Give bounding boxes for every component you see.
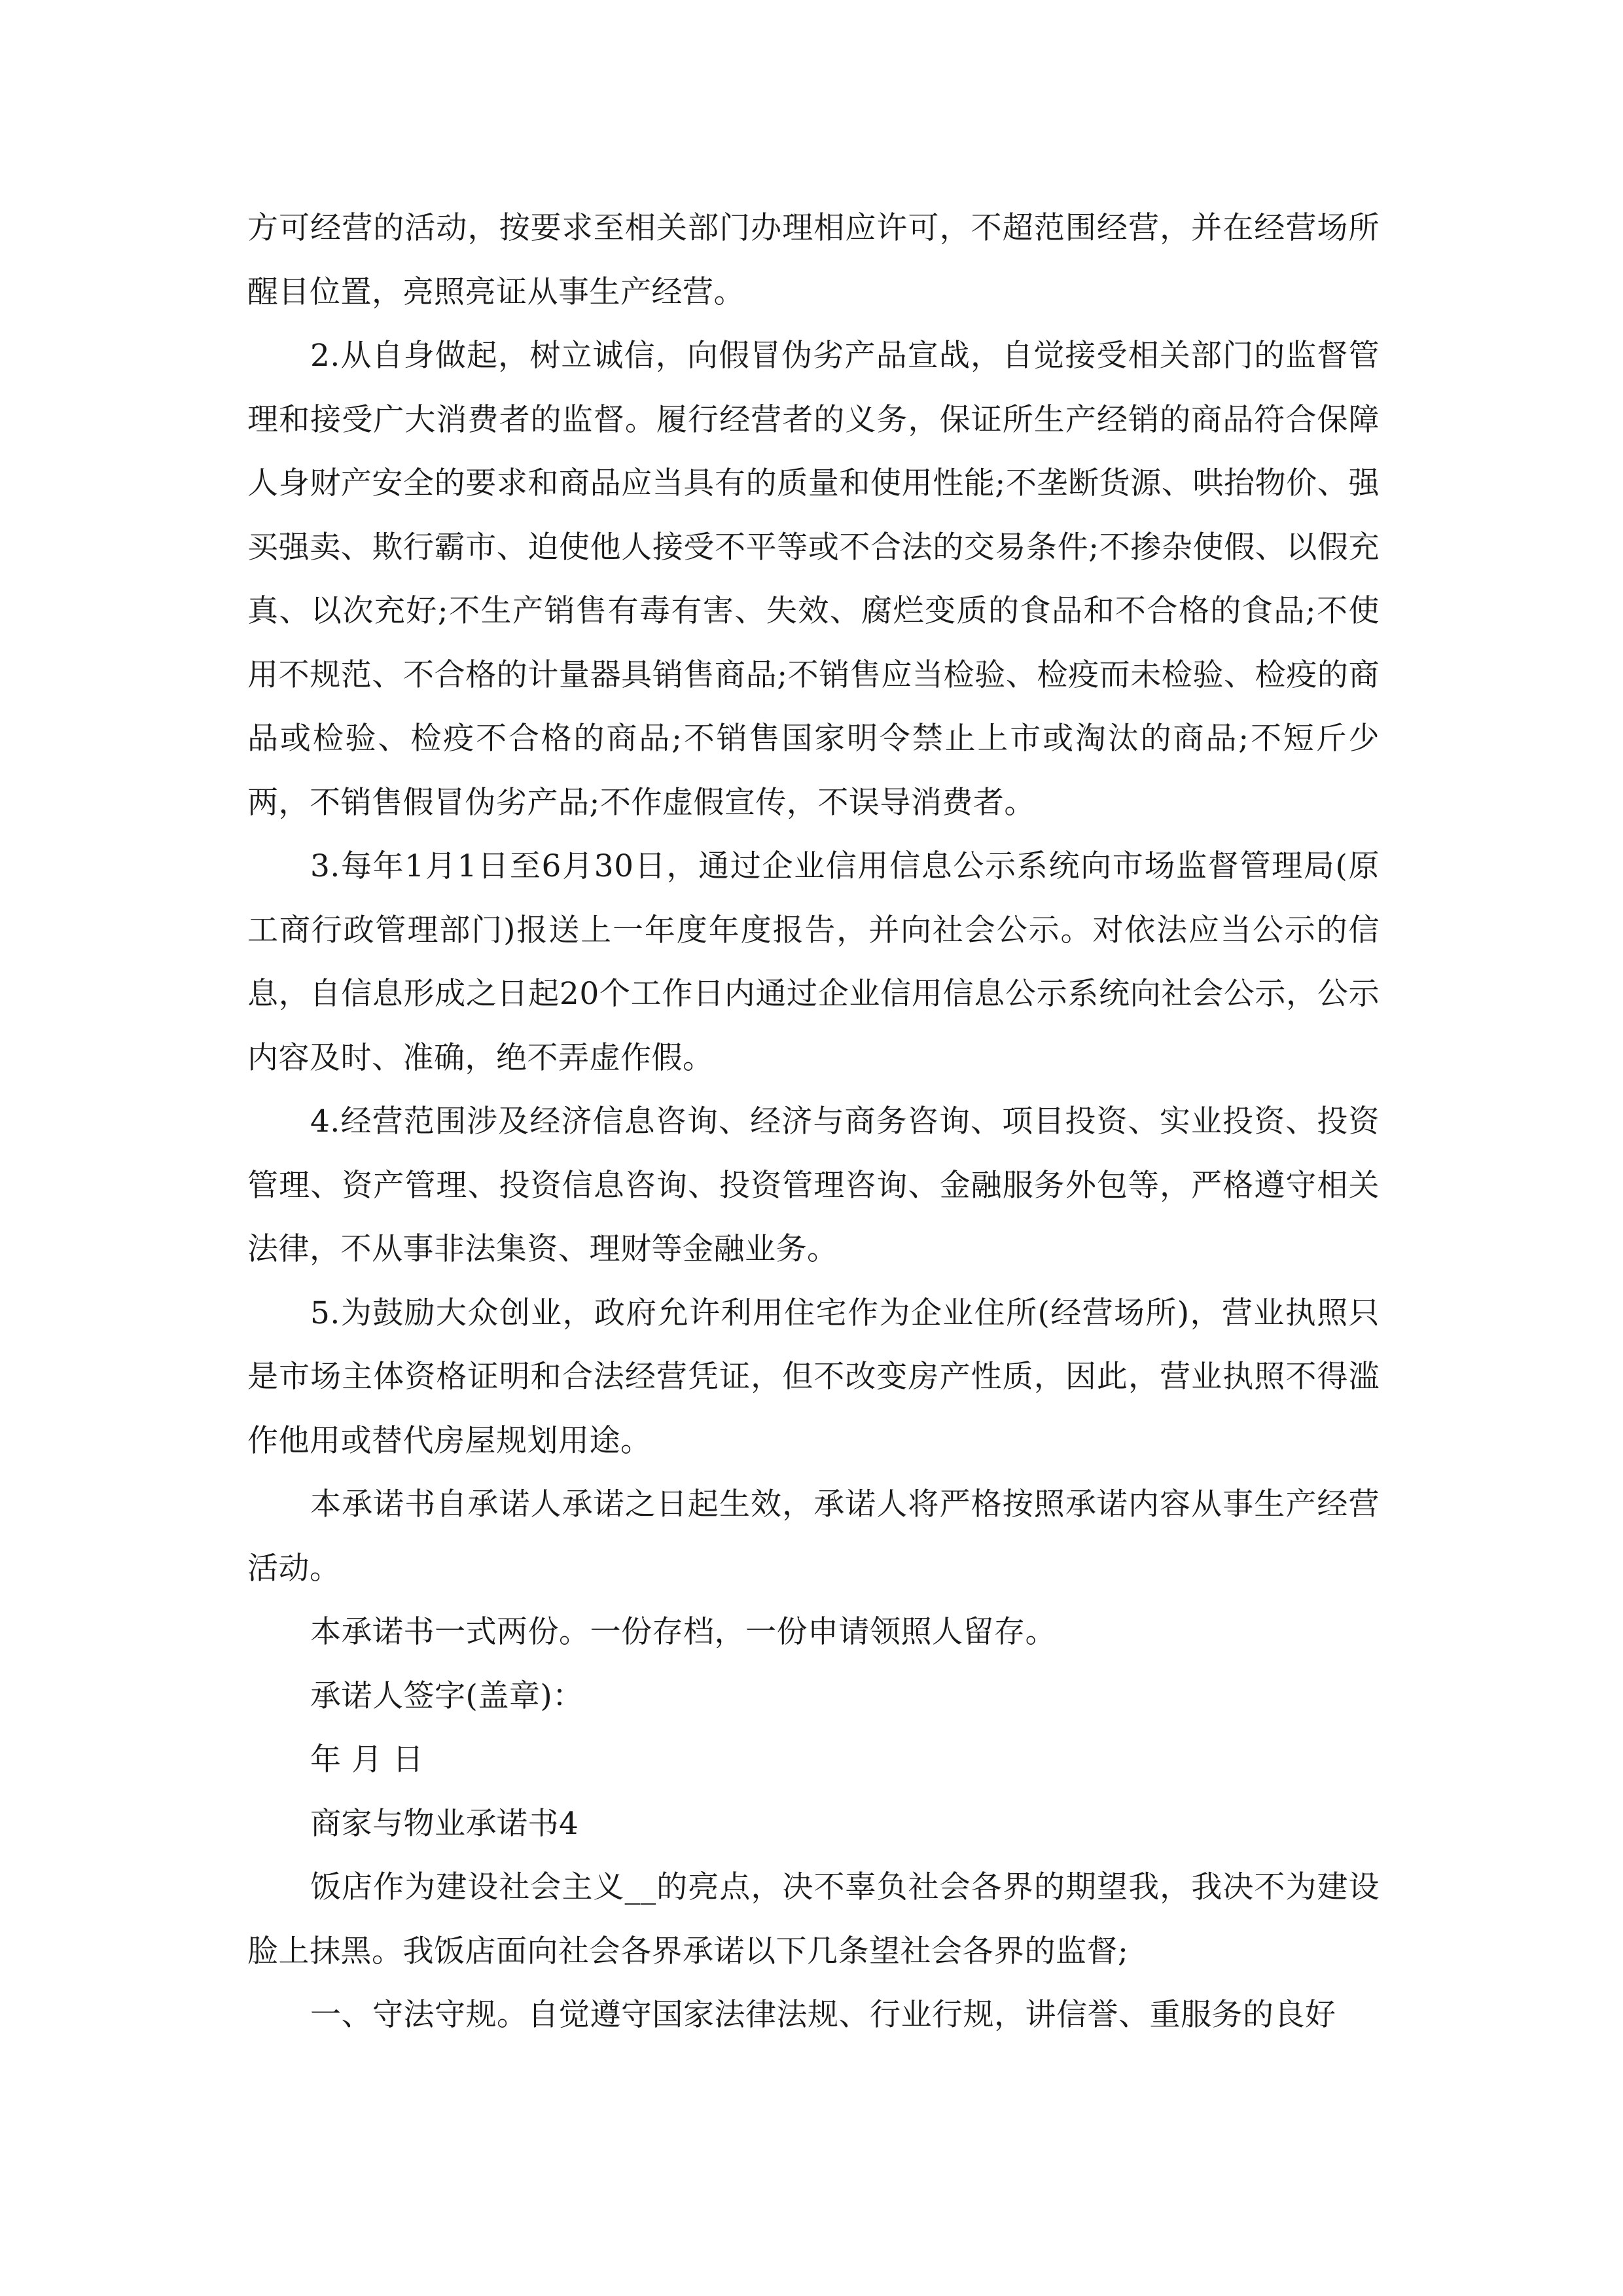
- paragraph-business-permit-continued: 方可经营的活动，按要求至相关部门办理相应许可，不超范围经营，并在经营场所醒目位置，亮照亮证从事生产经营。: [247, 210, 1380, 310]
- date-line: 年 月 日: [310, 1742, 424, 1778]
- paragraph-item-2-integrity: 2.从自身做起，树立诚信，向假冒伪劣产品宣战，自觉接受相关部门的监督管理和接受广大消费者的监督。履行经营者的义务，保证所生产经销的商品符合保障人身财产安全的要求和商品应当具有的质量和使用性能;不垄断货源、哄抬物价、强买强卖、欺行霸市、迫使他人接受不平等或不合法的交易条件;不掺杂使假、以假充真、以次充好;不生产销售有毒有害、失效、腐烂变质的食品和不合格的食品;不使用不规范、不合格的计量器具销售商品;不销售应当检验、检疫而未检验、检疫的商品或检验、检疫不合格的商品;不销售国家明令禁止上市或淘汰的商品;不短斤少两，不销售假冒伪劣产品;不作虚假宣传，不误导消费者。: [247, 338, 1380, 821]
- paragraph-item-3-annual-report: 3.每年1月1日至6月30日，通过企业信用信息公示系统向市场监督管理局(原工商行政管理部门)报送上一年度年度报告，并向社会公示。对依法应当公示的信息，自信息形成之日起20个工作日内通过企业信用信息公示系统向社会公示，公示内容及时、准确，绝不弄虚作假。: [247, 848, 1380, 1076]
- paragraph-item-4-business-scope: 4.经营范围涉及经济信息咨询、经济与商务咨询、项目投资、实业投资、投资管理、资产管理、投资信息咨询、投资管理咨询、金融服务外包等，严格遵守相关法律，不从事非法集资、理财等金融业务。: [247, 1103, 1380, 1267]
- section-title: 商家与物业承诺书4: [310, 1805, 579, 1842]
- paragraph-pledge-1: 一、守法守规。自觉遵守国家法律法规、行业行规，讲信誉、重服务的良好: [310, 1997, 1336, 2033]
- document-page: [247, 196, 1380, 2047]
- paragraph-copies-clause: 本承诺书一式两份。一份存档，一份申请领照人留存。: [310, 1614, 1056, 1650]
- paragraph-effective-clause: 本承诺书自承诺人承诺之日起生效，承诺人将严格按照承诺内容从事生产经营活动。: [247, 1486, 1380, 1587]
- signature-line: 承诺人签字(盖章)：: [310, 1677, 584, 1714]
- paragraph-restaurant-intro: 饭店作为建设社会主义__的亮点，决不辜负社会各界的期望我，我决不为建设脸上抹黑。我饭店面向社会各界承诺以下几条望社会各界的监督;: [247, 1869, 1380, 1969]
- paragraph-item-5-residence: 5.为鼓励大众创业，政府允许利用住宅作为企业住所(经营场所)，营业执照只是市场主体资格证明和合法经营凭证，但不改变房产性质，因此，营业执照不得滥作他用或替代房屋规划用途。: [247, 1295, 1380, 1459]
